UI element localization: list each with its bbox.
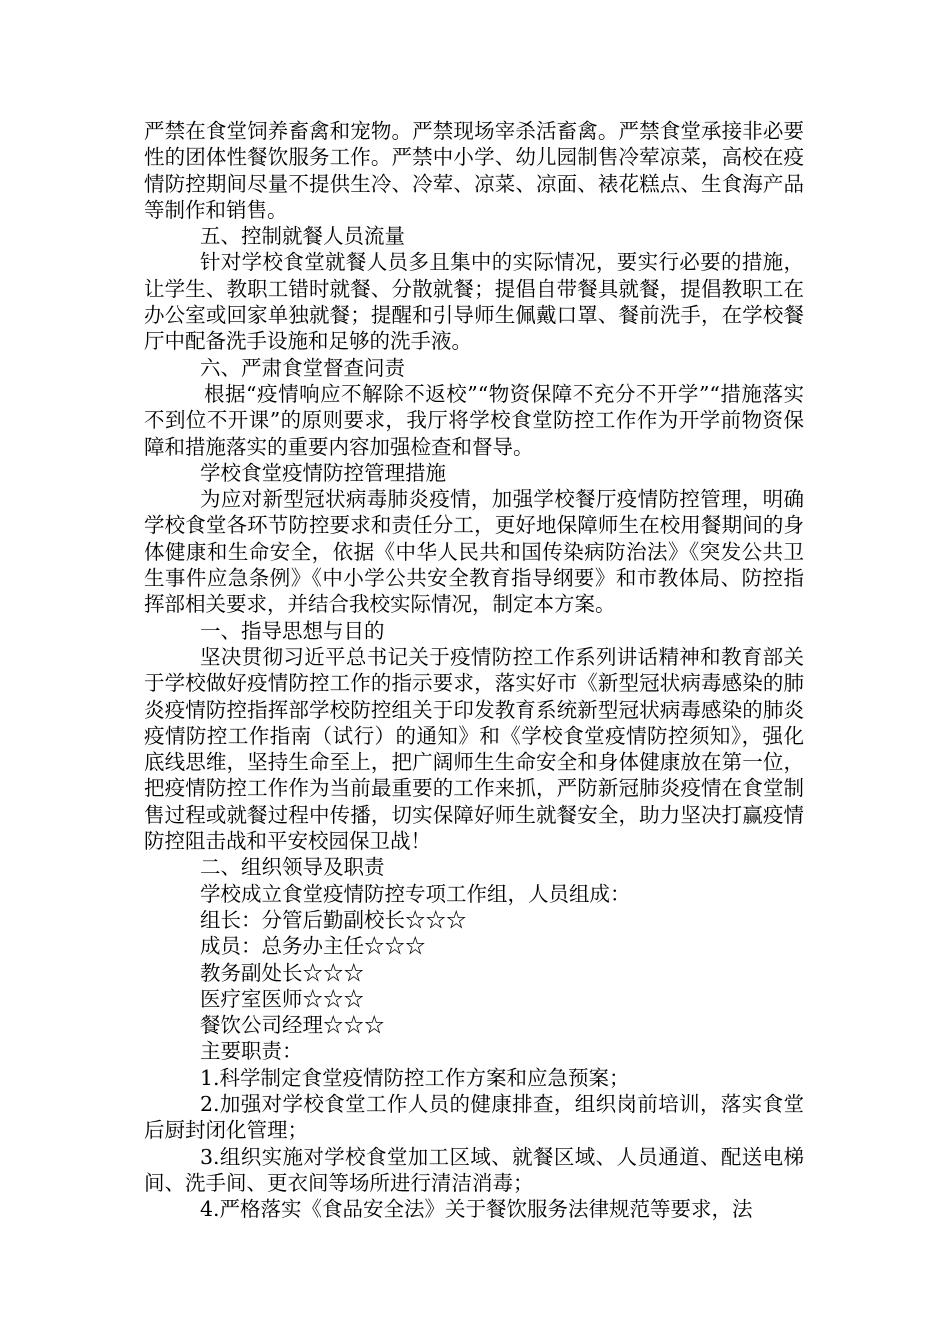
duty-item-1: 1.科学制定食堂疫情防控工作方案和应急预案； <box>200 1065 630 1090</box>
paragraph-purpose: 为应对新型冠状病毒肺炎疫情，加强学校餐厅疫情防控管理，明确学校食堂各环节防控要求和责任分工，更好地保障师生在校用餐期间的身体健康和生命安全，依据《中华人民共和国传染病防治法》《突发公共卫生事件应急条例》《中小学公共安全教育指导纲要》和市教体局、防控指挥部相关要求，并结合我校实际情况，制定本方案。 <box>144 487 804 617</box>
heading-guiding-ideology: 一、指导思想与目的 <box>200 618 385 643</box>
duty-item-4: 4.严格落实《食品安全法》关于餐饮服务法律规范等要求，法 <box>200 1197 753 1222</box>
heading-section-6: 六、严肃食堂督查问责 <box>200 355 405 380</box>
line-members: 成员：总务办主任☆☆☆ <box>200 934 426 959</box>
heading-management-measures: 学校食堂疫情防控管理措施 <box>200 460 446 485</box>
line-clinic-doctor: 医疗室医师☆☆☆ <box>200 986 364 1011</box>
line-group-leader: 组长：分管后勤副校长☆☆☆ <box>200 907 467 932</box>
paragraph-inspection: 根据“疫情响应不解除不返校”“物资保障不充分不开学”“措施落实不到位不开课”的原则要求，我厅将学校食堂防控工作作为开学前物资保障和措施落实的重要内容加强检查和督导。 <box>144 381 804 459</box>
paragraph-work-group: 学校成立食堂疫情防控专项工作组，人员组成： <box>200 881 631 906</box>
duty-item-2: 2.加强对学校食堂工作人员的健康排查，组织岗前培训，落实食堂后厨封闭化管理； <box>144 1091 804 1143</box>
line-catering-manager: 餐饮公司经理☆☆☆ <box>200 1013 385 1038</box>
paragraph-diner-flow: 针对学校食堂就餐人员多且集中的实际情况，要实行必要的措施，让学生、教职工错时就餐、分散就餐；提倡自带餐具就餐，提倡教职工在办公室或回家单独就餐；提醒和引导师生佩戴口罩、餐前洗手，在学校餐厅中配备洗手设施和足够的洗手液。 <box>144 250 804 354</box>
paragraph-ban-livestock: 严禁在食堂饲养畜禽和宠物。严禁现场宰杀活畜禽。严禁食堂承接非必要性的团体性餐饮服务工作。严禁中小学、幼儿园制售冷荤凉菜，高校在疫情防控期间尽量不提供生冷、冷荤、凉菜、凉面、裱花糕点、生食海产品等制作和销售。 <box>144 119 804 222</box>
paragraph-guiding-ideology: 坚决贯彻习近平总书记关于疫情防控工作系列讲话精神和教育部关于学校做好疫情防控工作的指示要求，落实好市《新型冠状病毒感染的肺炎疫情防控指挥部学校防控组关于印发教育系统新型冠状病毒感染的肺炎疫情防控工作指南（试行）的通知》和《学校食堂疫情防控须知》，强化底线思维，坚持生命至上，把广阔师生生命安全和身体健康放在第一位，把疫情防控工作作为当前最重要的工作来抓，严防新冠肺炎疫情在食堂制售过程或就餐过程中传播，切实保障好师生就餐安全，助力坚决打赢疫情防控阻击战和平安校园保卫战！ <box>144 644 804 854</box>
heading-main-duties: 主要职责： <box>200 1039 303 1064</box>
document-page <box>144 118 804 1222</box>
heading-section-5: 五、控制就餐人员流量 <box>200 224 405 249</box>
duty-item-3: 3.组织实施对学校食堂加工区域、就餐区域、人员通道、配送电梯间、洗手间、更衣间等场所进行清洁消毒； <box>144 1144 804 1195</box>
heading-organization: 二、组织领导及职责 <box>200 855 385 880</box>
line-academic-deputy: 教务副处长☆☆☆ <box>200 960 364 985</box>
